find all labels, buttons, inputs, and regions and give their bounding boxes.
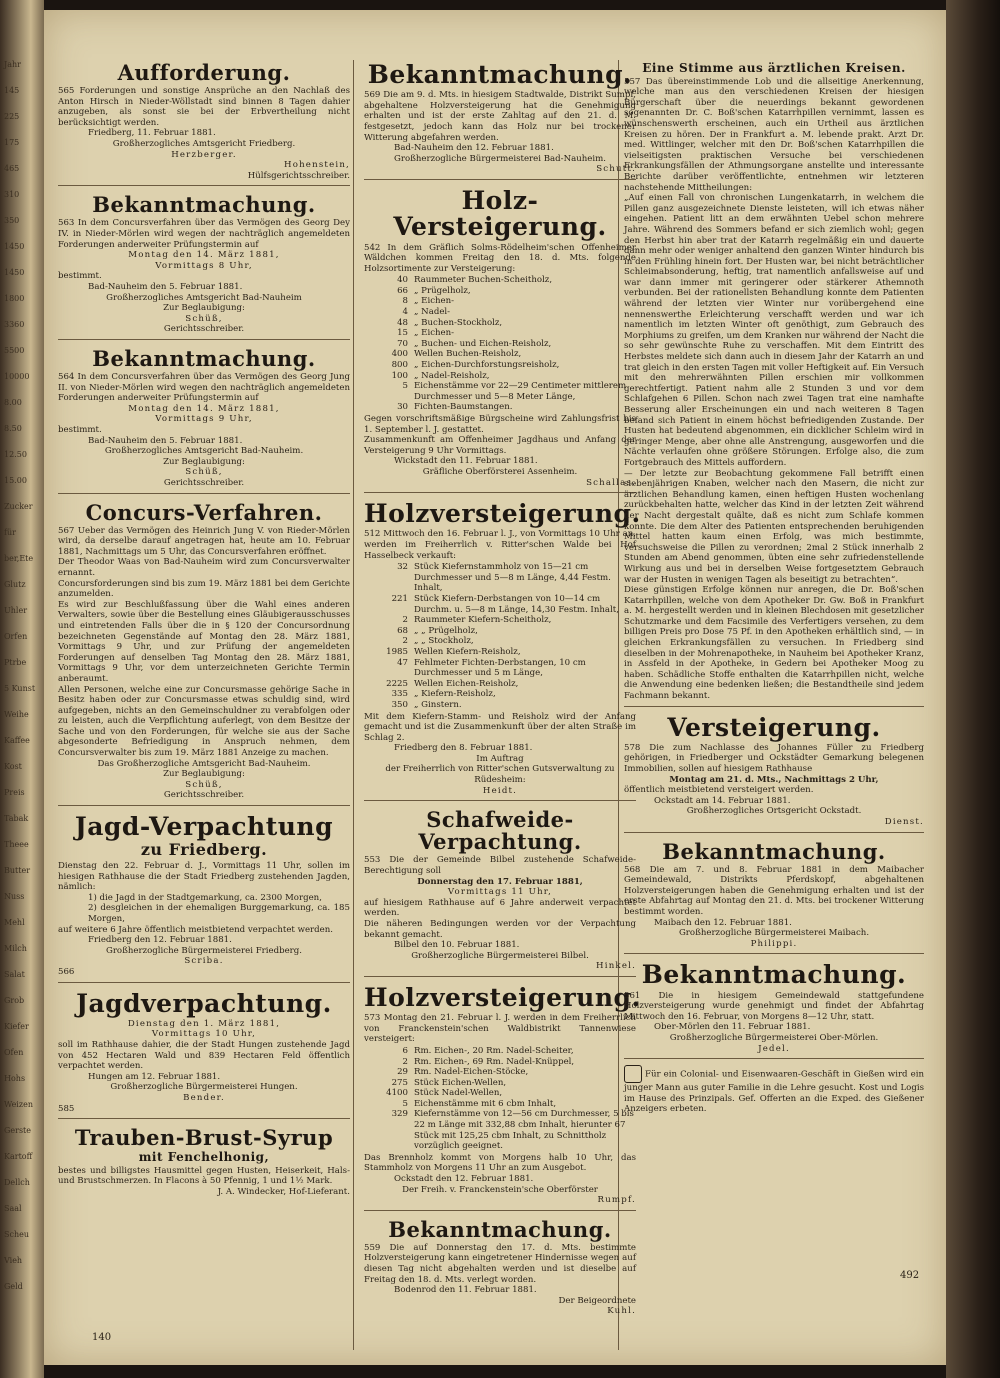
table-row — [364, 689, 636, 700]
lot-quantity: 70 — [397, 338, 408, 349]
ad-body: Die näheren Bedingungen werden vor der Verpachtung bekannt gemacht. — [364, 918, 636, 940]
left-page-fragment: Grob — [4, 996, 25, 1005]
table-row — [364, 275, 636, 286]
left-page-fragment: 175 — [4, 138, 20, 147]
ad-body: Dienstag den 22. Februar d. J., Vormittags 11 Uhr, sollen im hiesigen Rathhause die der Stadt Friedberg zustehenden Jagden, nämlich: — [58, 861, 350, 893]
lot-quantity: 29 — [397, 1067, 408, 1078]
ad-bekanntmachung-561 — [624, 958, 924, 1059]
left-page-fragment: 8.00 — [4, 398, 22, 407]
page-number-left: 140 — [92, 1332, 112, 1343]
left-page-fragment: Uhler — [4, 606, 28, 615]
lot-description: „ „ Prügelholz, — [414, 625, 478, 636]
lot-description: Rm. Eichen-, 69 Rm. Nadel-Knüppel, — [414, 1056, 575, 1067]
ad-body: 553 Die der Gemeinde Bilbel zustehende Schafweide-Berechtigung soll — [364, 855, 636, 876]
ad-body: 569 Die am 9. d. Mts. in hiesigem Stadtwalde, Distrikt Sumpf, abgehaltene Holzversteigerung hat die Genehmigung erhalten und ist der erste Zahltag auf den 21. d. M. festgesetzt, jedoch kann das Holz nur bei trockener Witterung abgefahren werden. — [364, 90, 636, 143]
lot-quantity: 30 — [397, 402, 408, 413]
table-row — [364, 700, 636, 711]
left-page-fragment: für — [4, 528, 16, 537]
ad-title: Versteigerung. — [667, 712, 881, 742]
table-row — [364, 296, 636, 307]
lot-description: Raummeter Buchen-Scheitholz, — [414, 275, 553, 286]
lot-quantity: 48 — [397, 317, 408, 328]
ad-concurs-verfahren — [58, 498, 350, 806]
ad-item: 2) desgleichen in der ehemaligen Burggemarkung, ca. 185 Morgen, — [88, 903, 350, 925]
left-page-fragment: Salat — [4, 970, 25, 979]
ad-bekanntmachung-559 — [364, 1215, 636, 1321]
ad-certification: Zur Beglaubigung: — [163, 769, 245, 780]
ad-signature: Rumpf. — [597, 1195, 636, 1206]
ad-body: 564 In dem Concursverfahren über das Vermögen des Georg Jung II. von Nieder-Mörlen wird wegen den nachträglich angemeldeten Forderungen anderweiter Prüfungstermin auf — [58, 372, 350, 404]
left-page-fragment: 10000 — [4, 372, 30, 381]
left-page-fragment: Ptrbe — [4, 658, 27, 667]
lot-quantity: 2225 — [386, 678, 408, 689]
ad-date: Ockstadt den 12. Februar 1881. — [394, 1174, 534, 1185]
column-1 — [58, 58, 350, 1206]
left-page-fragment: Ofen — [4, 1048, 24, 1057]
ad-jagdverpachtung-hungen — [58, 987, 350, 1120]
ad-bekanntmachung-564 — [58, 344, 350, 494]
lot-description: Wellen Kiefern-Reisholz, — [414, 646, 521, 657]
ad-title: Aufforderung. — [117, 60, 291, 85]
ad-holzversteigerung-512 — [364, 497, 641, 801]
lot-description: „ „ Stockholz, — [414, 636, 474, 647]
ad-title: Jagd-Verpachtung — [74, 812, 334, 842]
ad-subtitle: mit Fenchelhonig, — [138, 1150, 270, 1165]
ad-signature: Schüß, — [185, 779, 223, 790]
ad-tail: öffentlich meistbietend versteigert werden. — [624, 785, 814, 796]
left-page-fragment: Jahr — [4, 60, 21, 69]
ad-date: Friedberg den 8. Februar 1881. — [394, 743, 533, 754]
left-page-fragment: 225 — [4, 112, 20, 121]
ad-body: 542 In dem Gräflich Solms-Rödelheim'schen Offenheimer Wäldchen kommen Freitag den 18. d. Mts. folgende Holzsortimente zur Versteigerung: — [364, 242, 636, 274]
lot-quantity: 2 — [402, 636, 408, 647]
lot-description: Stück Kiefernstammholz von 15—21 cm Durchmesser und 5—8 m Länge, 4,44 Festm. Inhalt, — [414, 562, 611, 594]
ad-body: 561 Die in hiesigem Gemeindewald stattgefundene Holzversteigerung wurde genehmigt und findet der Abfahrtag Mittwoch den 16. Februar, von Morgens 8—12 Uhr, statt. — [624, 990, 924, 1022]
lot-quantity: 335 — [391, 689, 408, 700]
lot-description: Fichten-Baumstangen. — [414, 402, 513, 413]
ad-signature: J. A. Windecker, Hof-Lieferant. — [217, 1187, 350, 1198]
left-page-fragment: Kaffee — [4, 736, 30, 745]
ad-authority: Großherzogliche Bürgermeisterei Hungen. — [110, 1082, 298, 1093]
left-page-fragment: Orfen — [4, 632, 28, 641]
lot-description: Fehlmeter Fichten-Derbstangen, 10 cm Durchmesser und 5 m Länge, — [414, 657, 586, 679]
ad-certification: Zur Beglaubigung: — [163, 456, 245, 467]
lot-description: „ Prügelholz, — [414, 285, 471, 296]
ad-date-line: Dienstag den 1. März 1881, — [127, 1018, 281, 1029]
ad-body: 557 Das übereinstimmende Lob und die allseitige Anerkennung, welche man aus den verschiedenen Kreisen der hiesigen Bürgerschaft über die neuerdings bekannt gewordenen sogenannten Dr. C. Boß'schen Katarrhpillen vernimmt, lassen es wünschenswerth erscheinen, auch ein Urtheil aus ärztlichen Kreisen zu hören. Der in Frankfurt a. M. lebende prakt. Arzt Dr. med. Wittlinger, welcher mit den Dr. Boß'schen Katarrhpillen die vielseitigsten praktischen Versuche bei verschiedenen Erkrankungsfällen der Athmungsorgane anstellte und interessante Berichte darüber veröffentlichte, entnehmen wir letzteren nachstehende Mittheilungen: — [624, 76, 924, 193]
ad-signature: Schallas. — [586, 477, 636, 488]
ad-time-line: Vormittags 9 Uhr, — [155, 414, 253, 425]
left-page-fragment: Saal — [4, 1204, 22, 1213]
lot-quantity: 66 — [397, 285, 408, 296]
left-page-fragment: 310 — [4, 190, 20, 199]
lot-quantity: 329 — [391, 1109, 408, 1120]
ad-body: — Der letzte zur Beobachtung gekommene Fall betrifft einen siebenjährigen Knaben, welcher nach den Masern, die nicht zur ärztlichen Behandlung kamen, einen heftigen Husten wochenlang zurückbehalten hatte, welcher das Kind in der letzten Zeit während der Nacht dergestalt quälte, daß es nicht zum Schlafe kommen konnte. Die dem Alter des Patienten entsprechenden beruhigenden Mittel hatten kaum einen Erfolg, was mich bestimmte, versuchsweise die Pillen zu verordnen; 2mal 2 Stück innerhalb 2 Stunden am Abend genommen, übten eine sehr zufriedenstellende Wirkung aus und bei in derselben Weise fortgesetztem Gebrauch war der Husten in wenigen Tagen als beseitigt zu betrachten“. — [624, 468, 924, 585]
ad-body: 567 Ueber das Vermögen des Heinrich Jung V. von Rieder-Mörlen wird, da derselbe darauf angetragen hat, heute am 10. Februar 1881, Nachmittags um 5 Uhr, das Concursverfahren eröffnet. — [58, 525, 350, 557]
lot-quantity: 221 — [391, 593, 408, 604]
ad-signature-title: Gerichtsschreiber. — [163, 477, 245, 488]
left-page-fragment: ber,Ete — [4, 554, 34, 563]
ad-date: Friedberg den 12. Februar 1881. — [88, 935, 232, 946]
column-rule — [353, 60, 354, 1350]
lot-quantity: 68 — [397, 625, 408, 636]
lot-quantity: 350 — [391, 699, 408, 710]
table-row — [364, 562, 636, 594]
left-page-fragment: Dellch — [4, 1178, 30, 1187]
left-page-fragment: 3360 — [4, 320, 25, 329]
table-row — [364, 328, 636, 339]
left-page-fragment: Butter — [4, 866, 31, 875]
table-row — [364, 371, 636, 382]
ad-date: Ockstadt am 14. Februar 1881. — [654, 795, 791, 806]
ad-authority: der Freiherrlich von Ritter'schen Gutsverwaltung zu Rüdesheim: — [385, 764, 615, 786]
lot-description: Kiefernstämme von 12—56 cm Durchmesser, 5 bis 22 m Länge mit 332,88 cbm Inhalt, hierunter 67 Stück mit 125,25 cbm Inhalt, zu Schnittholz vorzüglich geeignet. — [414, 1109, 634, 1152]
wood-lot-table — [364, 1046, 636, 1152]
ad-body: soll im Rathhause dahier, die der Stadt Hungen zustehende Jagd von 452 Hectaren Wald und 839 Hectaren Feld öffentlich verpachtet werden. — [58, 1040, 350, 1072]
ad-authority: Der Freih. v. Franckenstein'sche Oberförster — [402, 1184, 598, 1195]
ad-aerztliche-stimme — [624, 58, 924, 707]
left-page-fragment: Zucker — [4, 502, 33, 511]
lot-quantity: 275 — [391, 1077, 408, 1088]
newspaper-page — [44, 10, 946, 1365]
page-number-right: 492 — [900, 1270, 920, 1281]
table-row — [364, 360, 636, 371]
ad-body: Der Theodor Waas von Bad-Nauheim wird zum Concursverwalter ernannt. — [58, 557, 350, 578]
lot-description: „ Eichen- — [414, 328, 455, 339]
ad-title: Eine Stimme aus ärztlichen Kreisen. — [642, 61, 906, 75]
ad-date: Friedberg, 11. Februar 1881. — [88, 128, 216, 139]
ad-date-line: Donnerstag den 17. Februar 1881, — [417, 876, 583, 887]
left-page-fragment: Hohs — [4, 1074, 26, 1083]
ad-date: Bilbel den 10. Februar 1881. — [394, 940, 520, 951]
lot-description: Wellen Eichen-Reisholz, — [414, 678, 519, 689]
lot-description: Wellen Buchen-Reisholz, — [414, 349, 522, 360]
ad-date: Bad-Nauheim den 5. Februar 1881. — [88, 435, 243, 446]
hand-pointer-icon — [624, 1065, 642, 1083]
table-row — [364, 594, 636, 615]
lot-description: „ Eichen-Durchforstungsreisholz, — [414, 360, 560, 371]
table-row — [364, 402, 636, 413]
ad-title: Holzversteigerung. — [364, 982, 641, 1012]
table-row — [364, 647, 636, 658]
ad-date: Ober-Mörlen den 11. Februar 1881. — [654, 1022, 811, 1033]
lot-quantity: 800 — [391, 360, 408, 371]
ad-authority: Großherzogliche Bürgermeisterei Maibach. — [678, 928, 870, 939]
lot-description: „ Ginstern. — [414, 699, 462, 710]
ad-title: Holzversteigerung. — [364, 499, 641, 529]
table-row — [364, 339, 636, 350]
left-page-fragment: Theee — [4, 840, 29, 849]
ad-date-line: Montag den 14. März 1881, — [128, 403, 280, 414]
ad-title: Bekanntmachung. — [92, 192, 316, 218]
lot-description: „ Eichen- — [414, 296, 455, 307]
ad-body: Concursforderungen sind bis zum 19. März 1881 bei dem Gerichte anzumelden. — [58, 578, 351, 600]
ad-signature-title: Hülfsgerichtsschreiber. — [247, 170, 350, 181]
table-row — [364, 679, 636, 690]
ad-time-line: Vormittags 8 Uhr, — [155, 260, 253, 271]
ad-authority: Gräfliche Oberförsterei Assenheim. — [422, 466, 578, 477]
left-page-fragment: 5500 — [4, 346, 25, 355]
ad-signature: Heidt. — [482, 785, 518, 796]
lot-quantity: 8 — [402, 296, 408, 307]
lot-quantity: 47 — [397, 657, 408, 668]
wood-lot-table — [364, 562, 636, 710]
ad-body: Das Brennholz kommt von Morgens halb 10 Uhr, das Stammholz von Morgens 11 Uhr an zum Ausgebot. — [364, 1152, 636, 1174]
ad-signature: Bender. — [183, 1093, 225, 1104]
lot-description: „ Buchen-Stockholz, — [414, 317, 503, 328]
ad-schafweide-verpachtung — [364, 805, 636, 977]
left-page-fragment: Tabak — [4, 814, 29, 823]
ad-number: 585 — [58, 1103, 75, 1114]
table-row — [364, 1109, 636, 1151]
lot-quantity: 4100 — [386, 1088, 408, 1099]
left-page-fragment: Weihe — [4, 710, 29, 719]
ad-tail: auf weitere 6 Jahre öffentlich meistbietend verpachtet werden. — [58, 924, 334, 935]
ad-title: Bekanntmachung. — [367, 60, 633, 89]
lot-quantity: 5 — [402, 1098, 408, 1109]
ad-subtitle: zu Friedberg. — [140, 840, 268, 860]
table-row — [364, 615, 636, 626]
left-page-fragment: Glutz — [4, 580, 26, 589]
table-row — [364, 658, 636, 679]
ad-authority: Das Großherzogliche Amtsgericht Bad-Nauheim. — [97, 758, 311, 769]
lot-quantity: 1985 — [386, 646, 408, 657]
left-page-fragment: Gerste — [4, 1126, 32, 1135]
lot-quantity: 2 — [402, 615, 408, 626]
ad-authority: Großherzogliche Bürgermeisterei Friedberg. — [105, 945, 303, 956]
lot-description: Rm. Eichen-, 20 Rm. Nadel-Scheiter, — [414, 1045, 574, 1056]
ad-time-line: Vormittags 11 Uhr, — [447, 887, 553, 898]
ad-signature: Philippi. — [750, 938, 798, 949]
ad-signature: Dienst. — [884, 817, 924, 828]
ad-tail: bestimmt. — [58, 424, 102, 435]
lot-quantity: 4 — [402, 307, 408, 318]
ad-authority: Großherzogliche Bürgermeisterei Bilbel. — [411, 950, 589, 961]
ad-date: Bodenrod den 11. Februar 1881. — [394, 1285, 537, 1296]
left-page-fragment: Kartoff — [4, 1152, 33, 1161]
ad-body: Es wird zur Beschlußfassung über die Wahl eines anderen Verwalters, sowie über die Bestellung eines Gläubigerausschusses und eintretenden Falls über die in § 120 der Concursordnung bezeichneten Gegenstände auf Montag den 28. März 1881, Vormittags 9 Uhr, und zur Prüfung der angemeldeten Forderungen auf denselben Tag Montag den 28. März 1881, Vormittags 9 Uhr, vor dem unterzeichneten Gerichte Termin anberaumt. — [58, 599, 350, 684]
lot-quantity: 100 — [391, 370, 408, 381]
ad-signature: Scriba. — [184, 956, 224, 967]
ad-date: Maibach den 12. Februar 1881. — [654, 917, 792, 928]
left-page-fragment: 465 — [4, 164, 20, 173]
left-page-fragment: 145 — [4, 86, 20, 95]
ad-signature: Schüß, — [185, 313, 223, 324]
ad-number: 566 — [58, 967, 75, 978]
left-page-fragment: Vieh — [4, 1256, 23, 1265]
table-row — [364, 1078, 636, 1089]
ad-signature: Jedel. — [758, 1043, 790, 1054]
ad-authority: Der Beigeordnete — [558, 1295, 636, 1306]
ad-date: Bad-Nauheim den 12. Februar 1881. — [394, 143, 554, 154]
ad-body: 512 Mittwoch den 16. Februar l. J., von Vormittags 10 Uhr an, werden im Freiherrlich v. Ritter'schen Walde bei Hof Hasselbeck verkauft: — [364, 529, 636, 561]
ad-tail: auf hiesigem Rathhause auf 6 Jahre anderweit verpachtet werden. — [364, 897, 636, 919]
ad-authority: Großherzogliches Amtsgericht Bad-Nauheim — [106, 292, 302, 303]
ad-holz-versteigerung-542 — [364, 184, 636, 493]
left-page-fragment: Scheu — [4, 1230, 29, 1239]
left-page-fragment: 5 Kunst — [4, 684, 36, 693]
lot-description: Stück Eichen-Wellen, — [414, 1077, 507, 1088]
left-page-fragment: 1800 — [4, 294, 25, 303]
ad-item: 1) die Jagd in der Stadtgemarkung, ca. 2300 Morgen, — [88, 892, 322, 903]
lot-quantity: 6 — [402, 1045, 408, 1056]
ad-signature-title: Gerichtsschreiber. — [163, 790, 245, 801]
ad-body: Mit dem Kiefern-Stamm- und Reisholz wird der Anfang gemacht und ist die Zusammenkunft über der alten Straße im Schlag 2. — [364, 711, 636, 743]
left-page-fragment: 12.50 — [4, 450, 27, 459]
ad-time-line: Vormittags 10 Uhr, — [151, 1029, 257, 1040]
ad-trauben-brust-syrup — [58, 1123, 350, 1201]
lot-description: Stück Kiefern-Derbstangen von 10—14 cm Durchm. u. 5—8 m Länge, 14,30 Festm. Inhalt, — [414, 593, 619, 615]
ad-jagd-verpachtung-friedberg — [58, 810, 350, 983]
left-page-fragment: Nuss — [4, 892, 25, 901]
ad-signature-title: Gerichtsschreiber. — [163, 324, 245, 335]
ad-title: Concurs-Verfahren. — [85, 499, 323, 525]
ad-title: Jagdverpachtung. — [76, 988, 332, 1018]
table-row — [364, 1099, 636, 1110]
ad-body: Diese günstigen Erfolge können nur anregen, die Dr. Boß'schen Katarrhpillen, welche von dem Apotheker Dr. Gw. Boß in Frankfurt a. M. hergestellt werden und in kleinen Blechdosen mit gesetzlicher Schutzmarke und dem Facsimile des Verfertigers versehen, zu dem billigen Preis pro Dose 75 Pf. in den Apotheken erhältlich sind, — in gleichen Erkrankungsfällen zu versuchen. In Friedberg sind dieselben in der Mohrenapotheke, in Nauheim bei Apotheker Kranz, in Assfeld in der Apotheke, in Gedern bei Apotheker Moog zu haben. Schädliche Stoffe enthalten die Katarrhpillen nicht, welche die Anwendung eine bedenken ließen; die Bestandtheile sind jedem Fachmann bekannt. — [624, 585, 924, 702]
lot-quantity: 2 — [402, 1056, 408, 1067]
ad-body: Gegen vorschriftsmäßige Bürgscheine wird Zahlungsfrist bis 1. September l. J. gestattet. — [364, 414, 636, 435]
ad-signature: Schüß, — [185, 467, 223, 478]
left-page-fragment: 1450 — [4, 242, 25, 251]
ad-date-line: Montag am 21. d. Mts., Nachmittags 2 Uhr, — [669, 774, 879, 785]
ad-signature: Herzberger. — [171, 149, 237, 160]
ad-certification: Zur Beglaubigung: — [163, 303, 245, 314]
ad-authority: Großherzogliches Amtsgericht Friedberg. — [112, 139, 296, 150]
ad-body: bestes und billigstes Hausmittel gegen Husten, Heiserkeit, Hals- und Brustschmerzen. In Flacons à 50 Pfennig, 1 und 1½ Mark. — [58, 1165, 350, 1187]
ad-date: Wickstadt den 11. Februar 1881. — [394, 456, 538, 467]
ad-body: 568 Die am 7. und 8. Februar 1881 in dem Maibacher Gemeindewald, Distrikts Pferdskopf, abgehaltenen Holzversteigerungen haben die Genehmigung erhalten und ist der erste Abfahrtag auf Montag den 21. d. Mts. bei trockener Witterung bestimmt worden. — [624, 864, 924, 918]
ad-authority: Großherzogliche Bürgermeisterei Bad-Nauheim. — [393, 153, 606, 164]
lot-quantity: 40 — [397, 275, 408, 286]
left-page-fragment: Weizen — [4, 1100, 33, 1109]
ad-body: 559 Die auf Donnerstag den 17. d. Mts. bestimmte Holzversteigerung kann eingetretener Hindernisse wegen auf diesen Tag nicht abgehalten werden und ist dieselbe auf Freitag den 18. d. Mts. verlegt worden. — [364, 1242, 636, 1285]
ad-authority: Großherzogliches Ortsgericht Ockstadt. — [686, 806, 862, 817]
left-page-fragment: 1450 — [4, 268, 25, 277]
lot-description: Eichenstämme mit 6 cbm Inhalt, — [414, 1098, 557, 1109]
table-row — [364, 636, 636, 647]
left-page-fragment: Kiefer — [4, 1022, 29, 1031]
table-row — [364, 349, 636, 360]
left-page-fragment: 350 — [4, 216, 20, 225]
ad-title: Bekanntmachung. — [92, 345, 316, 371]
ad-body: „Auf einen Fall von chronischen Lungenkatarrh, in welchem die Pillen ganz ausgezeichnete Dienste leisteten, will ich etwas näher eingehen. Patient litt an dem erwähnten Uebel schon mehrere Jahre. Während des Sommers befand er sich ziemlich wohl; gegen den Herbst hin aber trat der Katarrh regelmäßig ein und dauerte dann mehr oder weniger anhaltend den ganzen Winter hindurch bis in den Frühling hinein fort. Der Husten war, bei nicht beträchtlicher Schleimabsonderung, heftig, trat namentlich anfallsweise auf und war dann immer mit geringerer oder stärkerer Athemnoth verbunden. Bei der rationellsten Behandlung konnte dem Patienten während der letzten vier Winter nur vorübergehend eine nennenswerthe Erleichterung verschafft werden und war ich namentlich im letzten Winter oft genöthigt, zum Gebrauch des Morphiums zu greifen, um dem Kranken nur während der Nacht die so sehr gewünschte Ruhe zu verschaffen. Mit dem Eintritt des Herbstes meldete sich dann auch in diesem Jahr der Katarrh an und trat gleich in den ersten Tagen mit voller Heftigkeit auf. Ein Versuch mit den mehrerwähnten Pillen erschien mir vollkommen gerechtfertigt. Patient nahm alle 2 Stunden 3 und vor dem Schlafgehen 6 Pillen. Schon nach zwei Tagen trat eine namhafte Besserung aller Erscheinungen ein und nach weiteren 8 Tagen befand sich Patient in einem höchst befriedigenden Zustande. Der Husten hat bedeutend abgenommen, ein dicklicher Schleim wird in geringer Menge, aber ohne alle Anstrengung, ausgeworfen und die Nächte verlaufen ohne größere Störungen. Erfolge also, die zum Fortgebrauch des Mittels auffordern. — [624, 193, 924, 468]
left-page-fragment: Kost — [4, 762, 22, 771]
table-row — [364, 286, 636, 297]
table-row — [364, 1088, 636, 1099]
ad-tail: bestimmt. — [58, 271, 102, 282]
lot-description: Rm. Nadel-Eichen-Stöcke, — [414, 1067, 529, 1078]
lot-description: „ Kiefern-Reisholz, — [414, 689, 496, 700]
table-row — [364, 1067, 636, 1078]
table-row — [364, 626, 636, 637]
ad-title: Holz-Versteigerung. — [393, 186, 607, 242]
table-row — [364, 1057, 636, 1068]
ad-title: Trauben-Brust-Syrup — [74, 1125, 334, 1151]
ad-date: Hungen am 12. Februar 1881. — [88, 1071, 221, 1082]
ad-body — [624, 1065, 924, 1115]
table-row — [364, 381, 636, 402]
ad-signature: Kuhl. — [607, 1306, 636, 1317]
ad-body: 573 Montag den 21. Februar l. J. werden in dem Freiherrlich von Franckenstein'schen Waldbistrikt Tannenwiese versteigert: — [364, 1013, 636, 1045]
ad-bekanntmachung-569 — [364, 58, 636, 180]
wood-lot-table — [364, 275, 636, 413]
table-row — [364, 307, 636, 318]
lot-description: „ Nadel-Reisholz, — [414, 370, 490, 381]
ad-authority: Im Auftrag — [476, 753, 524, 764]
ad-date: Bad-Nauheim den 5. Februar 1881. — [88, 282, 243, 292]
ad-bekanntmachung-563 — [58, 190, 350, 340]
ad-authority: Großherzogliche Bürgermeisterei Ober-Mörlen. — [669, 1033, 879, 1044]
lot-description: Eichenstämme vor 22—29 Centimeter mittlerem Durchmesser und 5—8 Meter Länge, — [414, 381, 627, 402]
ad-body: 563 In dem Concursverfahren über das Vermögen des Georg Dey IV. in Nieder-Mörlen wird wegen der nachträglich angemeldeten Forderungen anderweiter Prüfungstermin auf — [58, 218, 350, 250]
ad-versteigerung-578 — [624, 711, 924, 833]
lot-quantity: 5 — [402, 381, 408, 392]
left-page-fragment: Preis — [4, 788, 25, 797]
ad-bekanntmachung-568 — [624, 837, 924, 955]
left-page-fragment: Mehl — [4, 918, 25, 927]
ad-body: Allen Personen, welche eine zur Concursmasse gehörige Sache in Besitz haben oder zur Concursmasse etwas schuldig sind, wird aufgegeben, nichts an den Gemeinschuldner zu verabfolgen oder zu leisten, auch die Verpflichtung auferlegt, von dem Besitze der Sache und von den Forderungen, für welche sie aus der Sache abgesonderte Befriedigung in Anspruch nehmen, dem Concursverwalter bis zum 19. März 1881 Anzeige zu machen. — [58, 684, 350, 759]
ad-body: Zusammenkunft am Offenheimer Jagdhaus und Anfang der Versteigerung 9 Uhr Vormittags. — [364, 435, 636, 456]
lot-quantity: 32 — [397, 562, 408, 573]
column-3 — [624, 58, 924, 1123]
column-2 — [364, 58, 641, 1325]
ad-body-text: Für ein Colonial- und Eisenwaaren-Geschäft in Gießen wird ein junger Mann aus guter Familie in die Lehre gesucht. Kost und Logis im Hause des Prinzipals. Gef. Offerten an die Exped. des Gießener Anzeigers erbeten. — [624, 1069, 924, 1115]
left-page-fragment: 15.00 — [4, 476, 27, 485]
ad-body: 565 Forderungen und sonstige Ansprüche an den Nachlaß des Anton Hirsch in Nieder-Wöllstadt sind binnen 8 Tagen dahier anzugeben, als sonst sie bei der Erbvertheilung nicht berücksichtigt werden. — [58, 86, 350, 128]
lot-quantity: 400 — [391, 349, 408, 360]
ad-title: Bekanntmachung. — [641, 960, 907, 990]
left-page-fragment: 8.50 — [4, 424, 22, 433]
ad-lehrling-gesucht — [624, 1063, 924, 1119]
ad-signature: Hohenstein, — [284, 160, 350, 171]
ad-holzversteigerung-573 — [364, 981, 641, 1211]
ad-body: 578 Die zum Nachlasse des Johannes Füller zu Friedberg gehörigen, in Friedberger und Ockstädter Gemarkung belegenen Immobilien, sollen auf hiesigem Rathhause — [624, 742, 924, 775]
lot-description: Raummeter Kiefern-Scheitholz, — [414, 615, 552, 626]
lot-description: Stück Nadel-Wellen, — [414, 1088, 503, 1099]
left-page-edge — [0, 0, 44, 1378]
lot-description: „ Buchen- und Eichen-Reisholz, — [414, 338, 552, 349]
left-page-fragment: Geld — [4, 1282, 23, 1291]
ad-authority: Großherzogliches Amtsgericht Bad-Nauheim. — [104, 446, 304, 457]
lot-description: „ Nadel- — [414, 307, 451, 318]
ad-signature: Schutt. — [596, 164, 636, 175]
lot-quantity: 15 — [397, 328, 408, 339]
ad-title: Bekanntmachung. — [388, 1216, 612, 1242]
ad-aufforderung — [58, 58, 350, 186]
table-row — [364, 318, 636, 329]
left-page-fragment: Milch — [4, 944, 27, 953]
ad-title: Schafweide-Verpachtung. — [418, 807, 582, 855]
ad-date-line: Montag den 14. März 1881, — [128, 250, 280, 261]
ad-signature: Hinkel. — [596, 961, 636, 972]
ad-title: Bekanntmachung. — [662, 838, 886, 864]
table-row — [364, 1046, 636, 1057]
right-page-edge — [946, 0, 1000, 1378]
